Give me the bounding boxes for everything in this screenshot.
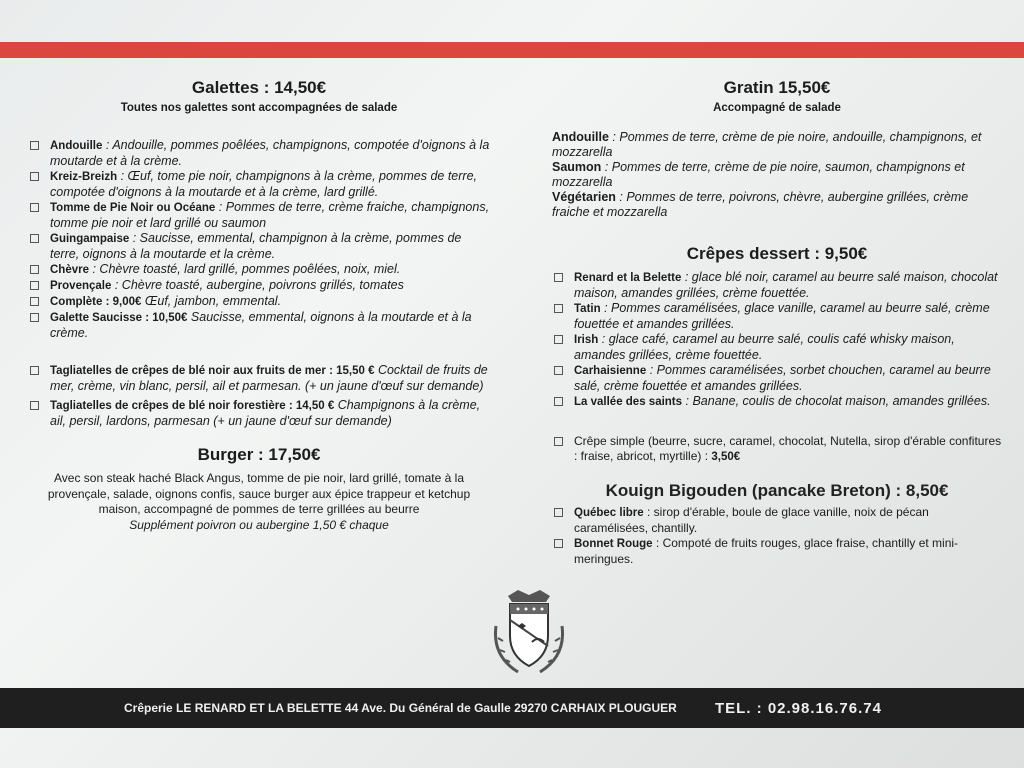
menu-item: Bonnet Rouge : Compoté de fruits rouges, glace fraise, chantilly et mini-meringues. <box>552 536 1002 567</box>
checkbox-icon <box>554 397 563 406</box>
menu-item: Galette Saucisse : 10,50€ Saucisse, emmental, oignons à la moutarde et à la crème. <box>28 310 490 341</box>
restaurant-address: Crêperie LE RENARD ET LA BELETTE 44 Ave. Du Général de Gaulle 29270 CARHAIX PLOUGUER <box>124 701 677 715</box>
menu-item: Provençale : Chèvre toasté, aubergine, poivrons grillés, tomates <box>28 278 490 294</box>
checkbox-icon <box>554 366 563 375</box>
gratin-subtitle: Accompagné de salade <box>713 102 841 114</box>
menu-item: Kreiz-Breizh : Œuf, tome pie noir, champignons à la crème, pommes de terre, compotée d'oignons à la moutarde et à la crème, lard grillé. <box>28 169 490 200</box>
coat-of-arms-icon <box>488 586 570 678</box>
restaurant-phone: TEL. : 02.98.16.76.74 <box>715 699 882 717</box>
kouign-title: Kouign Bigouden (pancake Breton) : 8,50€ <box>605 481 949 500</box>
burger-description: Avec son steak haché Black Angus, tomme de pie noir, lard grillé, tomate à la provençale, salade, oignons confis, sauce burger aux épice trappeur et ketchup maison, accompagné de pommes de terre grillées au beurre <box>47 471 471 516</box>
menu-item: Renard et la Belette : glace blé noir, caramel au beurre salé maison, chocolat maison, amandes grillées, crème fouettée. <box>552 270 1002 301</box>
galettes-subtitle: Toutes nos galettes sont accompagnées de salade <box>120 102 398 114</box>
burger-title: Burger : 17,50€ <box>197 445 321 464</box>
menu-item: Irish : glace café, caramel au beurre salé, coulis café whisky maison, amandes grillées, crème fouettée. <box>552 332 1002 363</box>
menu-item: Tatin : Pommes caramélisées, glace vanille, caramel au beurre salé, crème fouettée et amandes grillées. <box>552 301 1002 332</box>
menu-item: Carhaisienne : Pommes caramélisées, sorbet chouchen, caramel au beurre salé, crème fouettée et amandes grillées. <box>552 363 1002 394</box>
gratin-item: Saumon : Pommes de terre, crème de pie noire, saumon, champignons et mozzarella <box>552 160 965 189</box>
crepes-title: Crêpes dessert : 9,50€ <box>686 244 868 263</box>
menu-sheet <box>0 58 1024 688</box>
menu-item: Complète : 9,00€ Œuf, jambon, emmental. <box>28 294 490 310</box>
footer-bar <box>0 688 1024 728</box>
menu-item: Tomme de Pie Noir ou Océane : Pommes de terre, crème fraiche, champignons, tomme pie noir et lard grillé ou saumon <box>28 200 490 231</box>
checkbox-icon <box>30 265 39 274</box>
checkbox-icon <box>554 437 563 446</box>
galettes-title: Galettes : 14,50€ <box>191 78 327 97</box>
gratin-title: Gratin 15,50€ <box>723 78 831 97</box>
checkbox-icon <box>554 539 563 548</box>
checkbox-icon <box>30 141 39 150</box>
menu-item: La vallée des saints : Banane, coulis de chocolat maison, amandes grillées. <box>552 394 1002 410</box>
burger-supplement: Supplément poivron ou aubergine 1,50 € chaque <box>129 517 389 532</box>
checkbox-icon <box>30 281 39 290</box>
checkbox-icon <box>30 234 39 243</box>
right-column <box>552 78 1002 567</box>
checkbox-icon <box>30 203 39 212</box>
menu-item: Guingampaise : Saucisse, emmental, champignon à la crème, pommes de terre, oignons à la moutarde et la crème. <box>28 231 490 262</box>
top-red-bar <box>0 42 1024 58</box>
checkbox-icon <box>554 273 563 282</box>
menu-item: Chèvre : Chèvre toasté, lard grillé, pommes poêlées, noix, miel. <box>28 262 490 278</box>
menu-item: Québec libre : sirop d'érable, boule de glace vanille, noix de pécan caramélisées, chantilly. <box>552 505 1002 536</box>
gratin-item: Végétarien : Pommes de terre, poivrons, chèvre, aubergine grillées, crème fraiche et mozzarella <box>552 190 969 219</box>
gratin-item: Andouille : Pommes de terre, crème de pie noire, andouille, champignons, et mozzarella <box>552 130 982 159</box>
checkbox-icon <box>554 508 563 517</box>
checkbox-icon <box>30 172 39 181</box>
left-column <box>28 78 490 533</box>
checkbox-icon <box>30 366 39 375</box>
checkbox-icon <box>554 335 563 344</box>
checkbox-icon <box>30 297 39 306</box>
menu-item: Tagliatelles de crêpes de blé noir forestière : 14,50 € Champignons à la crème, ail, persil, lardons, parmesan (+ un jaune d'œuf sur demande) <box>28 398 490 429</box>
checkbox-icon <box>30 401 39 410</box>
checkbox-icon <box>30 313 39 322</box>
crepe-simple-item: Crêpe simple (beurre, sucre, caramel, chocolat, Nutella, sirop d'érable confitures : fraise, abricot, myrtille) : 3,50€ <box>552 434 1002 465</box>
checkbox-icon <box>554 304 563 313</box>
menu-item: Tagliatelles de crêpes de blé noir aux fruits de mer : 15,50 € Cocktail de fruits de mer, crème, vin blanc, persil, ail et parmesan. (+ un jaune d'œuf sur demande) <box>28 363 490 394</box>
menu-item: Andouille : Andouille, pommes poêlées, champignons, compotée d'oignons à la moutarde et à la crème. <box>28 138 490 169</box>
